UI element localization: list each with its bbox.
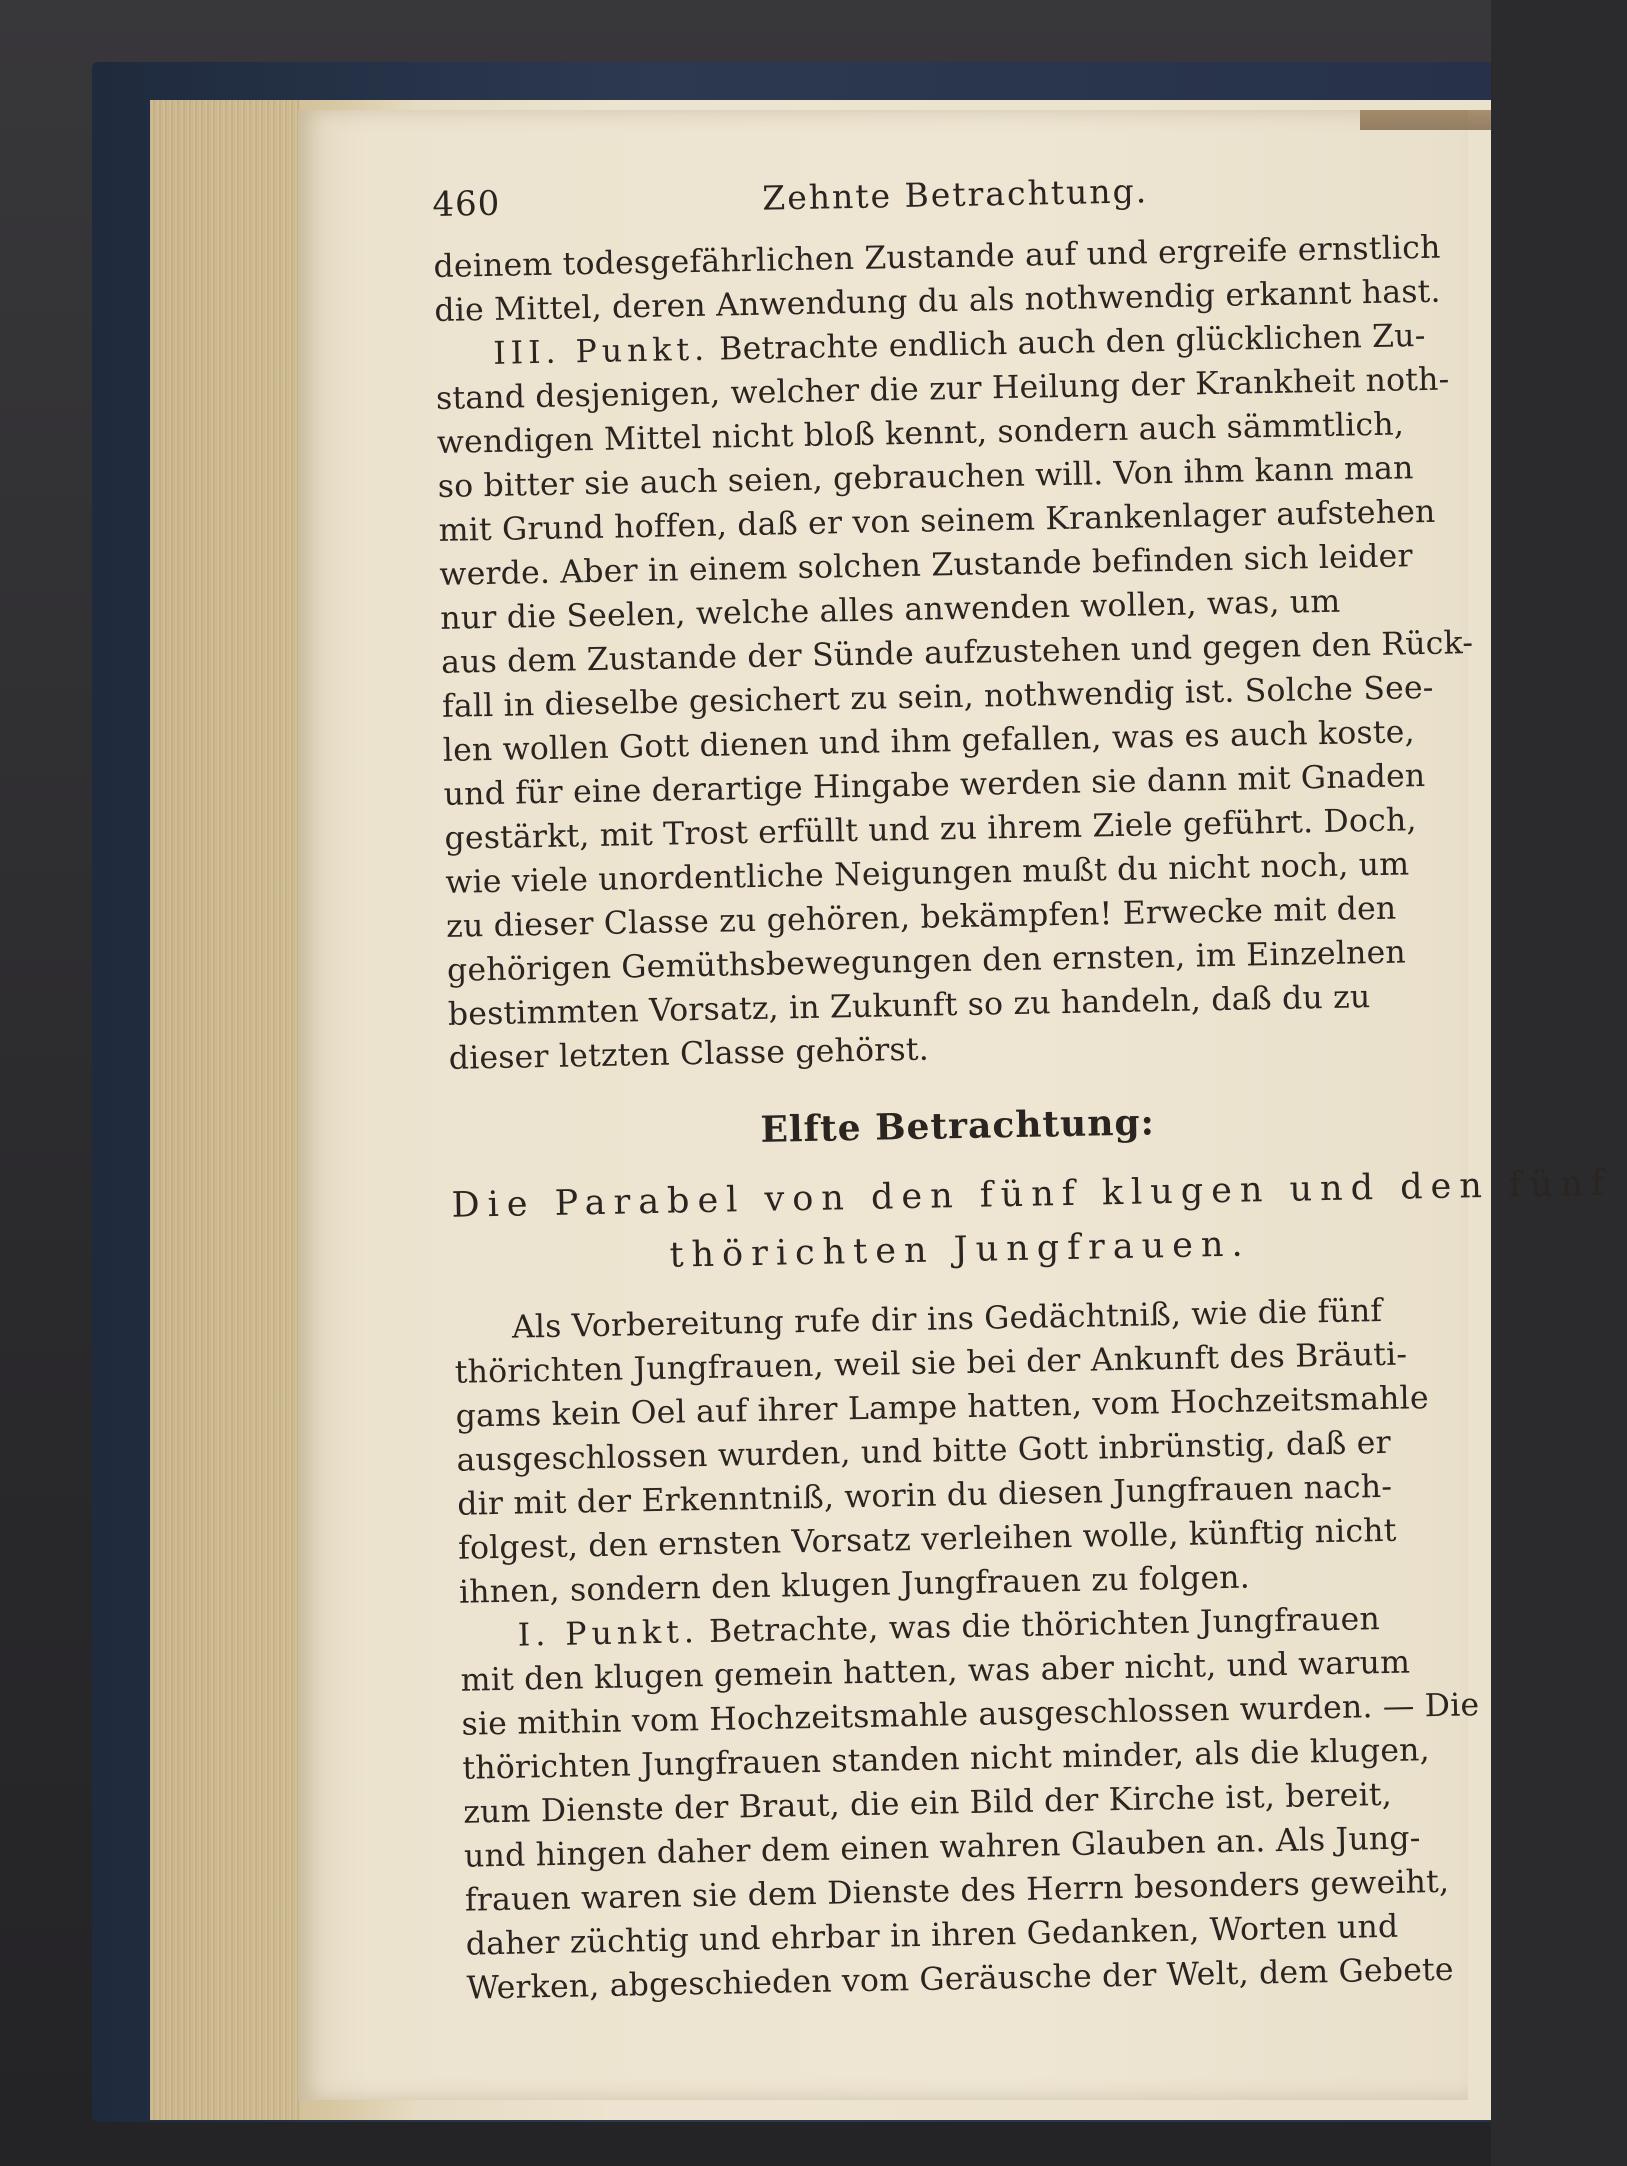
point-text: Betrachte, was die thörichten Jungfrauen (708, 1601, 1381, 1650)
text-line: dieser letzten Classe gehörst. (448, 1031, 930, 1077)
page-edges (150, 100, 300, 2120)
text-line: aus dem Zustande der Sünde aufzustehen und gegen den Rück- (440, 625, 1474, 681)
page-number: 460 (432, 183, 501, 225)
point-label: I. Punkt. (517, 1614, 700, 1654)
text-line: Als Vorbereitung rufe dir ins Gedächtniß, wie die fünf (511, 1292, 1383, 1346)
text-line: die Mittel, deren Anwendung du als nothwendig erkannt hast. (434, 273, 1442, 329)
text-line: dir mit der Erkenntniß, worin du diesen Jungfrauen nach- (456, 1468, 1393, 1523)
page-content (432, 166, 1613, 2011)
text-line: bestimmten Vorsatz, in Zukunft so zu handeln, daß du zu (447, 979, 1371, 1033)
text-line: deinem todesgefährlichen Zustande auf und ergreife ernstlich (433, 229, 1441, 285)
text-line: nur die Seelen, welche alles anwenden wollen, was, um (439, 583, 1341, 637)
text-line: so bitter sie auch seien, gebrauchen will. Von ihm kann man (437, 450, 1414, 505)
text-line: stand desjenigen, welcher die zur Heilung der Krankheit noth- (435, 361, 1450, 417)
text-line: zu dieser Classe zu gehören, bekämpfen! Erwecke mit den (445, 890, 1397, 945)
text-line: sie mithin vom Hochzeitsmahle ausgeschlossen wurden. — Die (461, 1687, 1480, 1743)
subheading-line: thörichten Jungfrauen. (669, 1224, 1251, 1276)
text-line: Werken, abgeschieden vom Geräusche der Welt, dem Gebete (466, 1951, 1455, 2007)
section-heading: Elfte Betrachtung: (760, 1101, 1156, 1151)
text-line: ausgeschlossen wurden, und bitte Gott inbrünstig, daß er (456, 1424, 1392, 1479)
text-line: fall in dieselbe gesichert zu sein, nothwendig ist. Solche See- (441, 669, 1434, 725)
text-line: gams kein Oel auf ihrer Lampe hatten, vom Hochzeitsmahle (455, 1380, 1430, 1435)
paragraph-point-one (459, 1595, 1481, 2010)
point-text: Betrachte endlich auch den glücklichen Zu- (718, 317, 1426, 368)
text-line: daher züchtig und ehrbar in ihren Gedanken, Worten und (465, 1908, 1399, 1963)
text-line: und hingen daher dem einen wahren Glauben an. Als Jung- (463, 1820, 1421, 1875)
text-line: gestärkt, mit Trost erfüllt und zu ihrem Ziele geführt. Doch, (444, 802, 1417, 857)
section-subheading (451, 1159, 1613, 1286)
bookmark-strap (1360, 110, 1491, 130)
text-line: thörichten Jungfrauen standen nicht minder, als die klugen, (462, 1732, 1431, 1787)
text-line: len wollen Gott dienen und ihm gefallen, was es auch koste, (442, 714, 1416, 769)
text-line: und für eine derartige Hingabe werden sie dann mit Gnaden (443, 758, 1426, 813)
running-head: Zehnte Betrachtung. (761, 171, 1149, 218)
text-line: thörichten Jungfrauen, weil sie bei der Ankunft des Bräuti- (454, 1336, 1408, 1391)
text-line: folgest, den ernsten Vorsatz verleihen wolle, künftig nicht (457, 1512, 1397, 1567)
text-line: gehörigen Gemüthsbewegungen den ernsten, im Einzelnen (446, 934, 1407, 989)
text-line: frauen waren sie dem Dienste des Herrn besonders geweiht, (464, 1863, 1450, 1919)
text-line: mit Grund hoffen, daß er von seinem Krankenlager aufstehen (438, 493, 1436, 549)
text-line: ihnen, sondern den klugen Jungfrauen zu folgen. (458, 1559, 1251, 1611)
paragraph-preparation (454, 1287, 1475, 1614)
text-line: mit den klugen gemein hatten, was aber nicht, und warum (460, 1644, 1411, 1699)
text-line: wie viele unordentliche Neigungen mußt du nicht noch, um (445, 846, 1410, 901)
point-label: III. Punkt. (492, 331, 710, 372)
text-line: zum Dienste der Braut, die ein Bild der Kirche ist, bereit, (462, 1776, 1393, 1831)
paragraph-point-three (435, 313, 1474, 1080)
text-line: wendigen Mittel nicht bloß kennt, sondern auch sämmtlich, (436, 406, 1405, 461)
text-line: werde. Aber in einem solchen Zustande befinden sich leider (439, 538, 1414, 593)
subheading-line: Die Parabel von den fünf klugen und den fünf (451, 1163, 1613, 1226)
